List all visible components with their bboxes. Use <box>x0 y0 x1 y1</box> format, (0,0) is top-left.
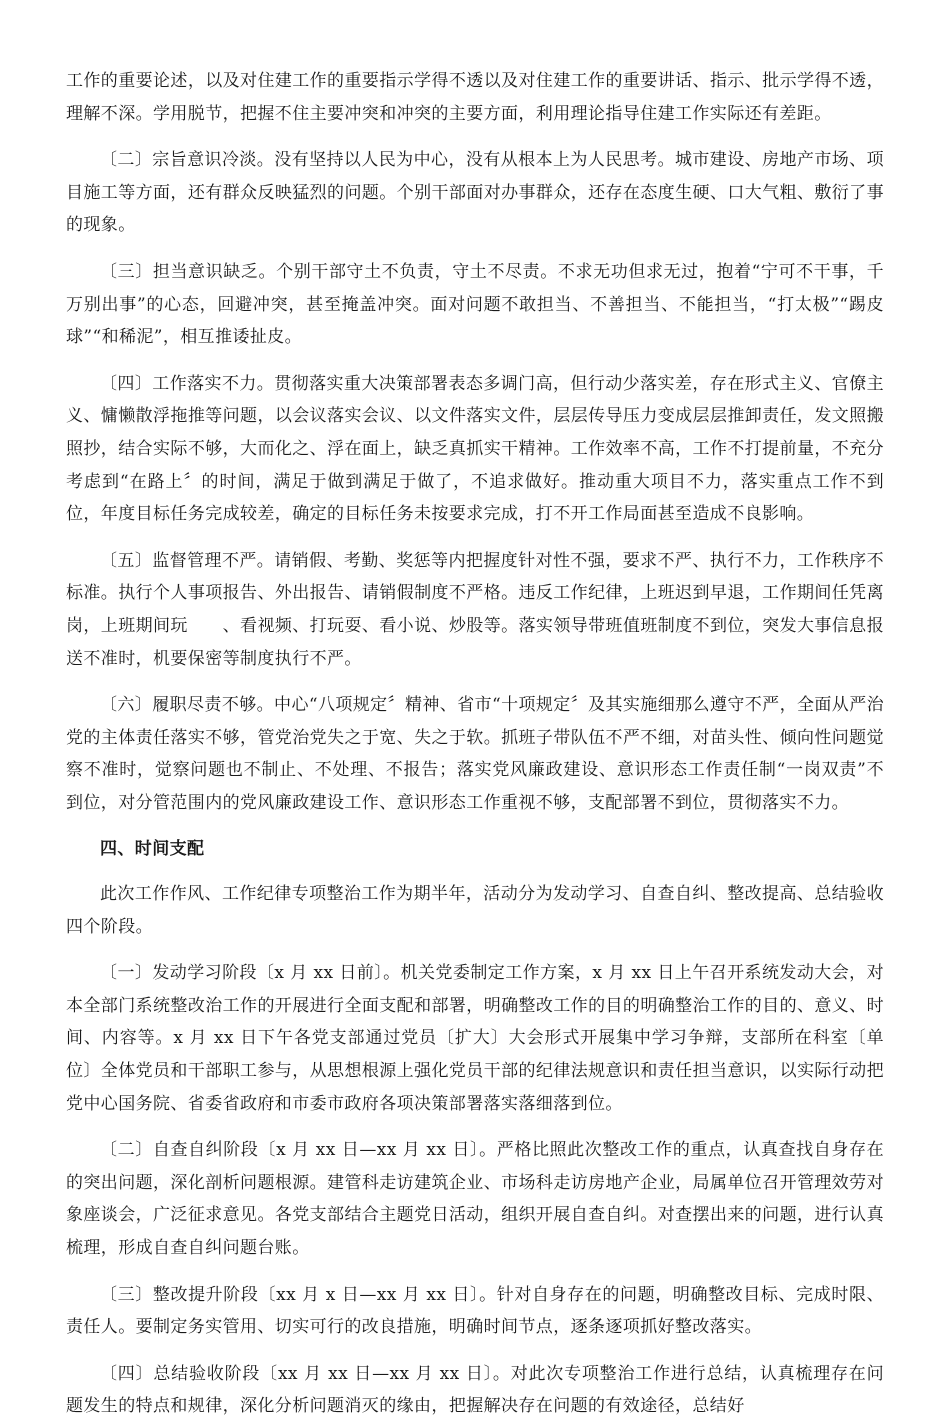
paragraph-supervision: 〔五〕监督管理不严。请销假、考勤、奖惩等内把握度针对性不强，要求不严、执行不力，工作秩序不标准。执行个人事项报告、外出报告、请销假制度不严格。违反工作纪律，上班迟到早退，工作期间任凭离岗，上班期间玩 、看视频、打玩耍、看小说、炒股等。落实领导带班值班制度不到位，突发大事信息报送不准时，机要保密等制度执行不严。 <box>66 550 884 669</box>
paragraph-responsibility: 〔三〕担当意识缺乏。个别干部守土不负责，守土不尽责。不求无功但求无过，抱着“宁可不干事，千万别出事”的心态，回避冲突，甚至掩盖冲突。面对问题不敢担当、不善担当、不能担当，“打太极”“踢皮球”“和稀泥”，相互推诿扯皮。 <box>66 261 884 348</box>
paragraph-purpose-awareness: 〔二〕宗旨意识冷淡。没有坚持以人民为中心，没有从根本上为人民思考。城市建设、房地产市场、项目施工等方面，还有群众反映猛烈的问题。个别干部面对办事群众，还存在态度生硬、口大气粗、敷衍了事的现象。 <box>66 150 884 236</box>
paragraph-stage-3: 〔三〕整改提升阶段〔xx 月 x 日—xx 月 xx 日〕。针对自身存在的问题，明确整改目标、完成时限、责任人。要制定务实管用、切实可行的改良措施，明确时间节点，逐条逐项抓好整改落实。 <box>66 1284 884 1338</box>
section-heading: 四、时间支配 <box>100 839 205 860</box>
paragraph-schedule-intro: 此次工作作风、工作纪律专项整治工作为期半年，活动分为发动学习、自查自纠、整改提高、总结验收四个阶段。 <box>66 884 884 937</box>
paragraph-stage-2: 〔二〕自查自纠阶段〔x 月 xx 日—xx 月 xx 日〕。严格比照此次整改工作的重点，认真查找自身存在的突出问题，深化剖析问题根源。建管科走访建筑企业、市场科走访房地产企业，局属单位召开管理效劳对象座谈会，广泛征求意见。各党支部结合主题党日活动，组织开展自查自纠。对查摆出来的问题，进行认真梳理，形成自查自纠问题台账。 <box>66 1140 884 1258</box>
paragraph-implementation: 〔四〕工作落实不力。贯彻落实重大决策部署表态多调门高，但行动少落实差，存在形式主义、官僚主义、慵懒散浮拖推等问题，以会议落实会议、以文件落实文件，层层传导压力变成层层推卸责任，发文照搬照抄，结合实际不够，大而化之、浮在面上，缺乏真抓实干精神。工作效率不高，工作不打提前量，不充分考虑到“在路上〞的时间，满足于做到满足于做了，不追求做好。推动重大项目不力，落实重点工作不到位，年度目标任务完成较差，确定的目标任务未按要求完成，打不开工作局面甚至造成不良影响。 <box>66 373 884 525</box>
paragraph-stage-1: 〔一〕发动学习阶段〔x 月 xx 日前〕。机关党委制定工作方案，x 月 xx 日上午召开系统发动大会，对本全部门系统整改治工作的开展进行全面支配和部署，明确整改工作的目的明确整治工作的目的、意义、时间、内容等。x 月 xx 日下午各党支部通过党员〔扩大〕大会形式开展集中学习争辩，支部所在科室〔单位〕全体党员和干部职工参与，从思想根源上强化党员干部的纪律法规意识和责任担当意识，以实际行动把党中心国务院、省委省政府和市委市政府各项决策部署落实落细落到位。 <box>66 963 884 1114</box>
paragraph-duty: 〔六〕履职尽责不够。中心“八项规定〞精神、省市“十项规定〞及其实施细那么遵守不严，全面从严治党的主体责任落实不够，管党治党失之于宽、失之于软。抓班子带队伍不严不细，对苗头性、倾向性问题觉察不准时，觉察问题也不制止、不处理、不报告；落实党风廉政建设、意识形态工作责任制“一岗双责”不到位，对分管范围内的党风廉政建设工作、意识形态工作重视不够，支配部署不到位，贯彻落实不力。 <box>66 695 884 813</box>
paragraph-stage-4: 〔四〕总结验收阶段〔xx 月 xx 日—xx 月 xx 日〕。对此次专项整治工作进行总结，认真梳理存在问题发生的特点和规律，深化分析问题消灭的缘由，把握解决存在问题的有效途径，总结好 <box>66 1363 884 1417</box>
paragraph-continuation: 工作的重要论述，以及对住建工作的重要指示学得不透以及对住建工作的重要讲话、指示、批示学得不透，理解不深。学用脱节，把握不住主要冲突和冲突的主要方面，利用理论指导住建工作实际还有差距。 <box>66 71 884 124</box>
